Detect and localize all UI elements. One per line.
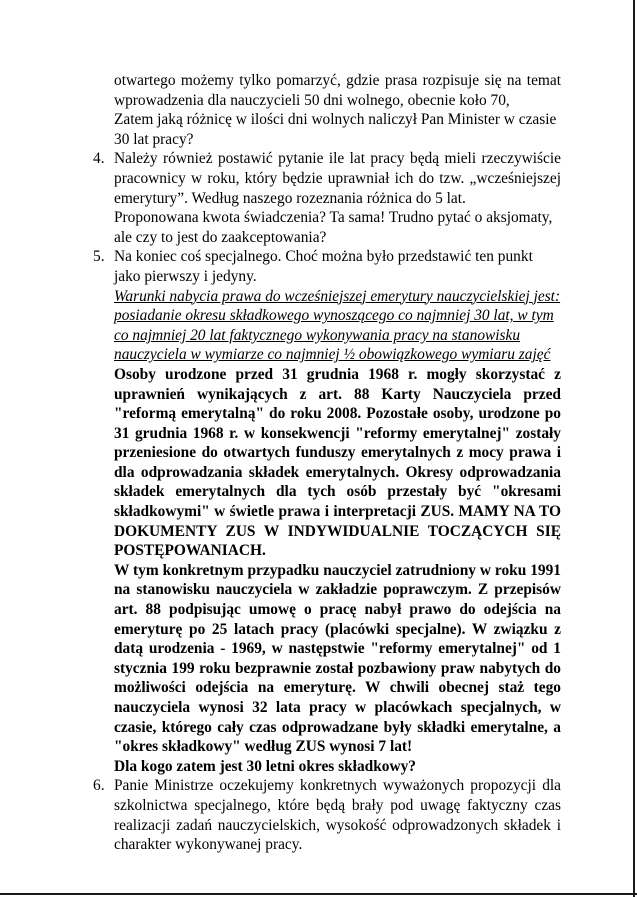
- item-6-paragraph-1: Panie Ministrze oczekujemy konkretnych wyważonych propozycji dla szkolnictwa specjalnego, które będą brały pod uwagę faktyczny czas realizacji zadań nauczycielskich, wysokość odprowadzonych składek i charakter wykonywanej pracy.: [114, 777, 561, 854]
- list-number: 4.: [93, 150, 105, 168]
- item-4-paragraph-1: Należy również postawić pytanie ile lat pracy będą mieli rzeczywiście pracownicy w roku, który będzie uprawniał ich do tzw. „wcześniejszej emerytury”. Według naszego rozeznania różnica do 5 lat.: [114, 150, 561, 207]
- continuation-paragraph-1: otwartego możemy tylko pomarzyć, gdzie prasa rozpisuje się na temat wprowadzenia dla nauczycieli 50 dni wolnego, obecnie koło 70,: [114, 72, 561, 109]
- continuation-block: [93, 71, 561, 149]
- page-edge-bottom: [0, 893, 637, 895]
- item-5-bold-paragraph-2: W tym konkretnym przypadku nauczyciel zatrudniony w roku 1991 na stanowisku nauczyciela w zakładzie poprawczym. Z przepisów art. 88 podpisując umowę o pracę nabył prawo do odejścia na emeryturę po 25 latach pracy (placówki specjalne). W związku z datą urodzenia - 1969, w następstwie "reformy emerytalnej" od 1 stycznia 199 roku bezprawnie został pozbawiony praw nabytych do możliwości odejścia na emeryturę. W chwili obecnej staż tego nauczyciela wynosi 32 lata pracy w placówkach specjalnych, w czasie, którego cały czas odprowadzane były składki emerytalne, a "okres składkowy" według ZUS wynosi 7 lat!: [114, 561, 561, 756]
- item-4-paragraph-2: Proponowana kwota świadczenia? Ta sama! Trudno pytać o aksjomaty, ale czy to jest do zaakceptowania?: [114, 209, 553, 246]
- list-number: 6.: [93, 777, 105, 795]
- item-5-paragraph-1: Na koniec coś specjalnego. Choć można było przedstawić ten punkt jako pierwszy i jedyny.: [114, 248, 533, 285]
- page-edge-right: [633, 0, 635, 897]
- document-body: [93, 71, 561, 855]
- item-5-underlined-conditions: Warunki nabycia prawa do wcześniejszej emerytury nauczycielskiej jest: posiadanie okresu składkowego wynoszącego co najmniej 30 lat, w tym co najmniej 20 lat faktycznego wykonywania pracy na stanowisku nauczyciela w wymiarze co najmniej ½ obowiązkowego wymiaru zajęć: [114, 287, 561, 364]
- list-number: 5.: [93, 248, 105, 266]
- list-item-5: [93, 247, 561, 776]
- list-item-6: [93, 776, 561, 854]
- list-item-4: [93, 149, 561, 247]
- item-5-bold-question: Dla kogo zatem jest 30 letni okres składkowy?: [114, 757, 416, 775]
- item-5-bold-paragraph-1: Osoby urodzone przed 31 grudnia 1968 r. mogły skorzystać z uprawnień wynikających z art. 88 Karty Nauczyciela przed "reformą emerytalną" do roku 2008. Pozostałe osoby, urodzone po 31 grudnia 1968 r. w konsekwencji "reformy emerytalnej" zostały przeniesione do otwartych funduszy emerytalnych z mocy prawa i dla odprowadzania składek emerytalnych. Okresy odprowadzania składek emerytalnych dla tych osób przestały być "okresami składkowymi" w świetle prawa i interpretacji ZUS. MAMY NA TO DOKUMENTY ZUS W INDYWIDUALNIE TOCZĄCYCH SIĘ POSTĘPOWANIACH.: [114, 365, 561, 560]
- continuation-paragraph-2: Zatem jaką różnicę w ilości dni wolnych naliczył Pan Minister w czasie 30 lat pracy?: [114, 111, 557, 148]
